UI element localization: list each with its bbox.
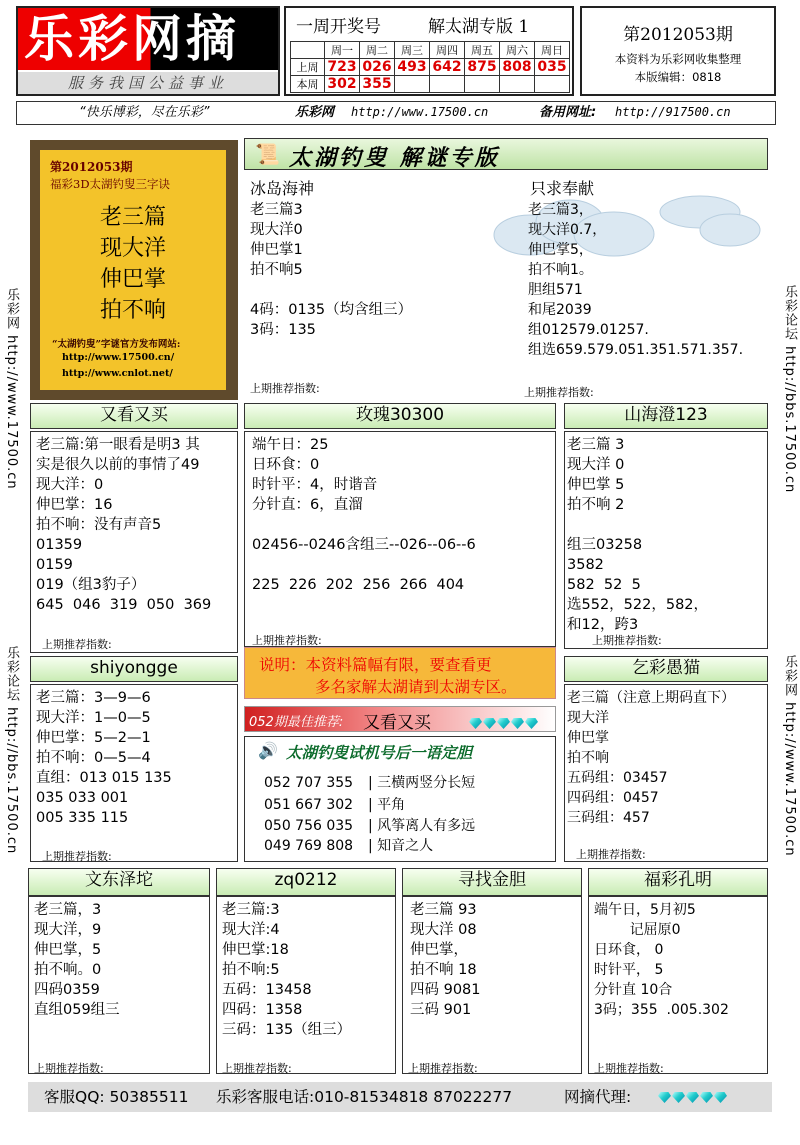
content-line: 225 226 202 256 266 404 xyxy=(252,577,465,593)
test-row-nums: 049 769 808 xyxy=(264,838,354,854)
last-index-label: 上期推荐指数: xyxy=(250,382,320,395)
content-line: 005 335 115 xyxy=(36,810,129,826)
content-line: 3码；355 .005.302 xyxy=(594,1002,729,1018)
panel-content xyxy=(567,435,708,635)
content-line: 拍不响 18 xyxy=(410,962,477,978)
last-index-label: 上期推荐指数: xyxy=(592,634,662,647)
content-line: 现大洋 08 xyxy=(410,922,477,938)
banner-title: 太湖钓叟 解谜专版 xyxy=(289,145,500,171)
day-header: 周五 xyxy=(465,42,500,59)
speaker-icon: 🔊 xyxy=(258,741,278,760)
yellow-url[interactable]: http://www.cnlot.net/ xyxy=(62,368,173,379)
panel-content xyxy=(594,900,729,1020)
logo-text: 乐彩网摘 xyxy=(18,8,278,70)
best-name: 又看又买 xyxy=(363,713,431,733)
best-label: 052期最佳推荐: xyxy=(249,715,344,730)
content-line: 五码组：03457 xyxy=(567,770,668,786)
draw-number: 355 xyxy=(360,76,395,93)
panel-header-xunzhao: 寻找金胆 xyxy=(402,868,582,896)
panel-content xyxy=(36,688,172,828)
content-line: 现大洋，9 xyxy=(34,922,102,938)
draw-row-last-week xyxy=(291,59,570,76)
footer-qq: 客服QQ: 50385511 xyxy=(44,1088,189,1106)
issue-note: 本资料为乐彩网收集整理 xyxy=(614,52,742,66)
panel-header-zq: zq0212 xyxy=(216,868,396,896)
draw-number xyxy=(465,76,500,93)
content-line: 0159 xyxy=(36,557,73,573)
panel-content xyxy=(36,435,211,615)
content-line: 02456--0246含组三--026--06--6 xyxy=(252,537,476,553)
test-row-text: 平角 xyxy=(377,797,406,813)
banner xyxy=(244,138,768,170)
content-line: 老三篇：3—9—6 xyxy=(36,690,151,706)
content-line: 分针直 10合 xyxy=(594,982,673,998)
panel-header-fucai: 福彩孔明 xyxy=(588,868,768,896)
content-line: 端午日，5月初5 xyxy=(594,902,696,918)
content-line: 端午日：25 xyxy=(252,437,329,453)
yellow-pub: “太湖钓叟”字谜官方发布网站: xyxy=(52,339,181,350)
side-text-right-bottom: 乐彩网 http://www.17500.cn xyxy=(782,655,797,857)
content-line: 现大洋 0 xyxy=(567,457,625,473)
test-row-text: 风筝离人有多远 xyxy=(377,818,476,834)
issue-editor: 本版编辑：0818 xyxy=(634,70,722,84)
content-line: 582 52 5 xyxy=(567,577,641,593)
content-line xyxy=(252,555,476,575)
content-line xyxy=(567,515,708,535)
test-title: 太湖钓叟试机号后一语定胆 xyxy=(286,744,473,762)
panel-content xyxy=(410,900,481,1020)
content-line: 三码：135（组三） xyxy=(222,1022,352,1038)
content-line: 伸巴掌， xyxy=(410,942,468,958)
content-line: 组选659.579.051.351.571.357. xyxy=(528,342,744,358)
yellow-line: 老三篇 xyxy=(100,205,167,230)
last-index-label: 上期推荐指数: xyxy=(222,1062,292,1075)
content-line: 伸巴掌：16 xyxy=(36,497,113,513)
content-line: 拍不响:5 xyxy=(222,962,280,978)
content-line: 拍不响。0 xyxy=(34,962,102,978)
content-line: 直组059组三 xyxy=(34,1002,120,1018)
draw-title: 一周开奖号 xyxy=(296,17,381,37)
content-line: 记屈原0 xyxy=(594,922,681,938)
panel-header-shanhai: 山海澄123 xyxy=(564,403,768,429)
test-row: 049 769 808 | 知音之人 xyxy=(264,838,434,854)
content-line: 老三篇:3 xyxy=(222,902,280,918)
day-header: 周四 xyxy=(430,42,465,59)
tagline-bar xyxy=(16,101,776,125)
day-header: 周三 xyxy=(395,42,430,59)
content-line: 3码：135 xyxy=(250,322,316,338)
content-line: 现大洋：1—0—5 xyxy=(36,710,151,726)
content-line: 选552，522，582， xyxy=(567,597,709,613)
content-line: 老三篇 93 xyxy=(410,902,477,918)
test-row-nums: 050 756 035 xyxy=(264,818,354,834)
draw-number: 723 xyxy=(325,59,360,76)
content-line: 和12，跨3 xyxy=(567,617,639,633)
content-line: 胆组571 xyxy=(528,282,583,298)
content-line: 时针平：4，时谐音 xyxy=(252,477,378,493)
day-header: 周一 xyxy=(325,42,360,59)
content-line: 五码：13458 xyxy=(222,982,312,998)
content-line: 时针平， 5 xyxy=(594,962,664,978)
draw-number xyxy=(395,76,430,93)
content-line: 3582 xyxy=(567,557,604,573)
issue-number: 第2012053期 xyxy=(623,25,733,45)
content-line: 三码 901 xyxy=(410,1002,472,1018)
content-line: 直组：013 015 135 xyxy=(36,770,172,786)
panel-title: 冰岛海神 xyxy=(250,179,315,198)
last-index-label: 上期推荐指数: xyxy=(252,634,322,647)
content-line: 拍不响 xyxy=(567,750,609,766)
panel-header-youkan: 又看又买 xyxy=(30,403,238,429)
draw-number: 875 xyxy=(465,59,500,76)
content-line: 拍不响：0—5—4 xyxy=(36,750,151,766)
panel-header-meigui: 玫瑰30300 xyxy=(244,403,556,429)
footer-bar xyxy=(28,1082,772,1112)
draw-corner xyxy=(291,42,325,59)
test-row: 050 756 035 | 风筝离人有多远 xyxy=(264,818,476,834)
yellow-line: 伸巴掌 xyxy=(100,267,167,292)
content-line: 拍不响 2 xyxy=(567,497,625,513)
content-line: 伸巴掌 xyxy=(567,730,609,746)
content-line: 四码：1358 xyxy=(222,1002,303,1018)
content-line: 组三03258 xyxy=(567,537,643,553)
gem-icon xyxy=(658,1082,728,1112)
content-line: 老三篇，3 xyxy=(34,902,102,918)
gem-icon xyxy=(469,713,539,732)
draw-row-this-week xyxy=(291,76,570,93)
content-line: 现大洋:4 xyxy=(222,922,280,938)
content-line: 三码组：457 xyxy=(567,810,650,826)
notice-line: 多名家解太湖请到太湖专区。 xyxy=(315,678,517,696)
content-line: 四码 9081 xyxy=(410,982,481,998)
yellow-issue: 第2012053期 xyxy=(50,160,133,174)
yellow-line: 现大洋 xyxy=(100,236,167,261)
test-row-text: 三横两竖分长短 xyxy=(377,775,476,791)
side-text-right-top: 乐彩论坛 http://bbs.17500.cn xyxy=(782,285,797,494)
day-header: 周二 xyxy=(360,42,395,59)
yellow-card xyxy=(40,150,226,390)
content-line: 4码：0135（均含组三） xyxy=(250,302,413,318)
yellow-url[interactable]: http://www.17500.cn/ xyxy=(62,352,175,363)
content-line: 伸巴掌1 xyxy=(250,242,303,258)
content-line: 日环食：0 xyxy=(252,457,320,473)
content-line: 035 033 001 xyxy=(36,790,129,806)
content-line: 拍不响1。 xyxy=(528,262,593,278)
row-label: 上周 xyxy=(291,59,325,76)
scroll-icon: 📜 xyxy=(255,142,280,166)
yellow-subtitle: 福彩3D太湖钓叟三字诀 xyxy=(50,177,171,191)
draw-number: 035 xyxy=(535,59,570,76)
footer-agent: 网摘代理: xyxy=(564,1088,632,1106)
yellow-panel xyxy=(30,140,238,400)
draw-panel xyxy=(284,6,574,96)
last-index-label: 上期推荐指数: xyxy=(408,1062,478,1075)
best-bar xyxy=(244,706,556,732)
tagline-backup-url[interactable]: http://917500.cn xyxy=(615,105,731,119)
panel-content xyxy=(222,900,351,1040)
draw-number: 493 xyxy=(395,59,430,76)
last-index-label: 上期推荐指数: xyxy=(42,850,112,863)
tagline-backup-label: 备用网址: xyxy=(539,105,597,120)
content-line: 四码0359 xyxy=(34,982,100,998)
content-line: 拍不响：没有声音5 xyxy=(36,517,162,533)
content-line: 现大洋：0 xyxy=(36,477,104,493)
draw-number: 302 xyxy=(325,76,360,93)
panel-content xyxy=(250,200,412,340)
last-index-label: 上期推荐指数: xyxy=(594,1062,664,1075)
edition-title: 解太湖专版 1 xyxy=(428,17,530,37)
draw-number: 642 xyxy=(430,59,465,76)
content-line: 老三篇:第一眼看是明3 其 xyxy=(36,437,200,453)
test-row-nums: 051 667 302 xyxy=(264,797,354,813)
notice-line: 说明：本资料篇幅有限，要查看更 xyxy=(259,656,492,674)
content-line: 实是很久以前的事情了49 xyxy=(36,457,200,473)
content-line: 现大洋0.7， xyxy=(528,222,607,238)
last-index-label: 上期推荐指数: xyxy=(524,386,594,399)
row-label: 本周 xyxy=(291,76,325,93)
issue-panel xyxy=(580,6,776,96)
content-line: 现大洋 xyxy=(567,710,609,726)
panel-content xyxy=(567,688,735,828)
content-line: 老三篇 3 xyxy=(567,437,625,453)
panel-content xyxy=(252,435,476,595)
side-text-left-top: 乐彩网 http://www.17500.cn xyxy=(4,288,19,490)
day-header: 周六 xyxy=(500,42,535,59)
tagline-site-label: 乐彩网 xyxy=(295,105,335,120)
panel-title: 只求奉献 xyxy=(530,179,595,198)
content-line: 伸巴掌:18 xyxy=(222,942,289,958)
draw-number xyxy=(535,76,570,93)
content-line: 现大洋0 xyxy=(250,222,303,238)
draw-number: 808 xyxy=(500,59,535,76)
panel-content xyxy=(34,900,120,1020)
panel-content xyxy=(528,200,743,360)
logo-slogan: 服务我国公益事业 xyxy=(18,72,278,94)
draw-table xyxy=(290,41,570,93)
content-line: 01359 xyxy=(36,537,83,553)
footer-tel: 乐彩客服电话:010-81534818 87022277 xyxy=(216,1088,513,1106)
draw-number xyxy=(430,76,465,93)
content-line: 老三篇（注意上期码直下） xyxy=(567,690,735,706)
draw-header-row xyxy=(291,42,570,59)
content-line: 伸巴掌 5 xyxy=(567,477,625,493)
content-line: 伸巴掌，5 xyxy=(34,942,102,958)
content-line: 四码组：0457 xyxy=(567,790,659,806)
panel-header-qicai: 乞彩愚猫 xyxy=(564,656,768,682)
draw-number xyxy=(500,76,535,93)
test-row-text: 知音之人 xyxy=(377,838,434,854)
yellow-line: 拍不响 xyxy=(100,298,167,323)
content-line xyxy=(252,515,476,535)
content-line: 645 046 319 050 369 xyxy=(36,597,212,613)
content-line: 老三篇3 xyxy=(250,202,303,218)
content-line: 伸巴掌5， xyxy=(528,242,593,258)
panel-header-wendong: 文东泽坨 xyxy=(28,868,210,896)
tagline-slogan: “快乐博彩，尽在乐彩” xyxy=(79,105,210,120)
content-line: 日环食， 0 xyxy=(594,942,664,958)
last-index-label: 上期推荐指数: xyxy=(576,848,646,861)
logo xyxy=(16,6,280,96)
panel-header-shiyong: shiyongge xyxy=(30,656,238,682)
day-header: 周日 xyxy=(535,42,570,59)
side-text-left-bottom: 乐彩论坛 http://bbs.17500.cn xyxy=(4,646,19,855)
test-row-nums: 052 707 355 xyxy=(264,775,354,791)
content-line: 分针直：6，直溜 xyxy=(252,497,363,513)
test-row: 051 667 302 | 平角 xyxy=(264,797,406,813)
content-line: 019（组3豹子） xyxy=(36,577,146,593)
content-line: 组012579.01257. xyxy=(528,322,649,338)
content-line: 伸巴掌：5—2—1 xyxy=(36,730,151,746)
last-index-label: 上期推荐指数: xyxy=(42,638,112,651)
content-line: 和尾2039 xyxy=(528,302,592,318)
content-line: 拍不响5 xyxy=(250,262,303,278)
notice-box xyxy=(244,647,556,699)
tagline-site-url[interactable]: http://www.17500.cn xyxy=(351,105,489,119)
content-line xyxy=(250,280,412,300)
test-row: 052 707 355 | 三横两竖分长短 xyxy=(264,775,476,791)
draw-number: 026 xyxy=(360,59,395,76)
last-index-label: 上期推荐指数: xyxy=(34,1062,104,1075)
content-line: 老三篇3， xyxy=(528,202,593,218)
